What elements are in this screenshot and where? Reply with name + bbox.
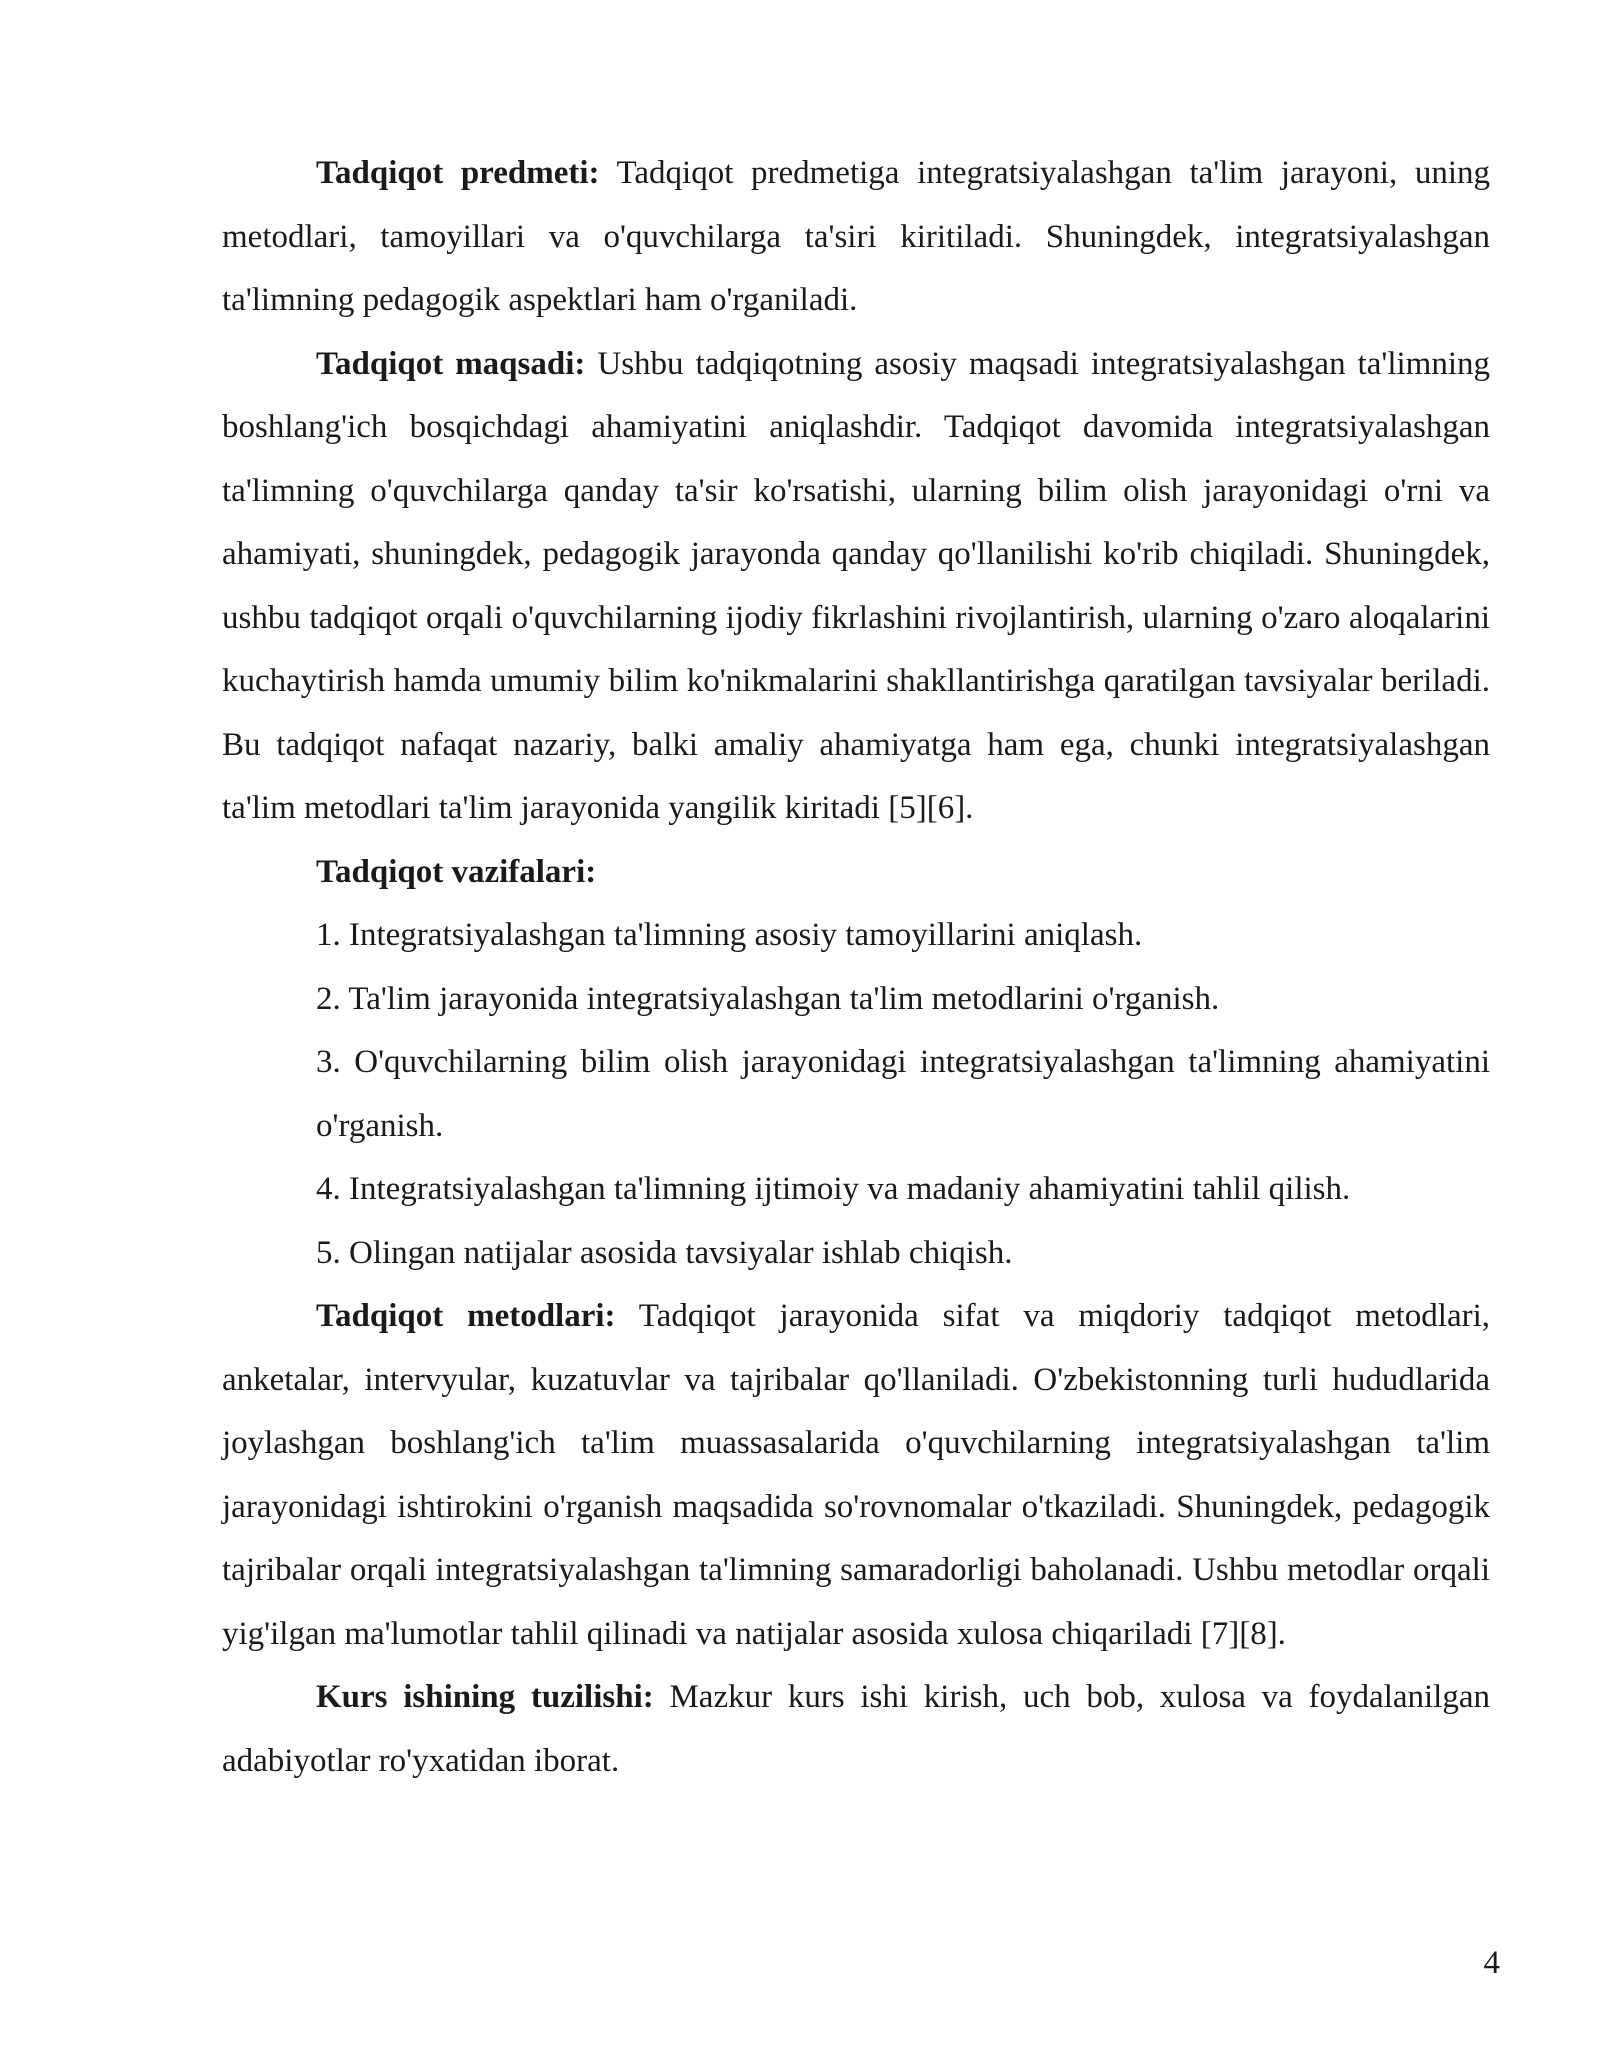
heading-tadqiqot-metodlari: Tadqiqot metodlari: (316, 1298, 616, 1334)
list-item: 5. Olingan natijalar asosida tavsiyalar ishlab chiqish. (316, 1234, 1013, 1271)
list-item: 4. Integratsiyalashgan ta'limning ijtimoiy va madaniy ahamiyatini tahlil qilish. (316, 1171, 1351, 1207)
list-item: 1. Integratsiyalashgan ta'limning asosiy tamoyillarini aniqlash. (316, 917, 1143, 953)
text-tadqiqot-metodlari: Tadqiqot jarayonida sifat va miqdoriy tadqiqot metodlari, anketalar, intervyular, kuzatuvlar va tajribalar qo'llaniladi. O'zbekistonning turli hududlarida joylashgan boshlang'ich ta'lim muassasalarida o'quvchilarning integratsiyalashgan ta'lim jarayonidagi ishtirokini o'rganish maqsadida so'rovnomalar o'tkaziladi. Shuningdek, pedagogik tajribalar orqali integratsiyalashgan ta'limning samaradorligi baholanadi. Ushbu metodlar orqali yig'ilgan ma'lumotlar tahlil qilinadi va natijalar asosida xulosa chiqariladi [7][8]. (222, 1298, 1490, 1652)
text-tadqiqot-maqsadi: Ushbu tadqiqotning asosiy maqsadi integratsiyalashgan ta'limning boshlang'ich bosqichdagi ahamiyatini aniqlashdir. Tadqiqot davomida integratsiyalashgan ta'limning o'quvchilarga qanday ta'sir ko'rsatishi, ularning bilim olish jarayonidagi o'rni va ahamiyati, shuningdek, pedagogik jarayonda qanday qo'llanilishi ko'rib chiqiladi. Shuningdek, ushbu tadqiqot orqali o'quvchilarning ijodiy fikrlashini rivojlantirish, ularning o'zaro aloqalarini kuchaytirish hamda umumiy bilim ko'nikmalarini shakllantirishga qaratilgan tavsiyalar beriladi. Bu tadqiqot nafaqat nazariy, balki amaliy ahamiyatga ham ega, chunki integratsiyalashgan ta'lim metodlari ta'lim jarayonida yangilik kiritadi [5][6]. (222, 345, 1490, 826)
text-tadqiqot-predmeti: Tadqiqot predmetiga integratsiyalashgan ta'lim jarayoni, uning metodlari, tamoyillari va o'quvchilarga ta'siri kiritiladi. Shuningdek, integratsiyalashgan ta'limning pedagogik aspektlari ham o'rganiladi. (222, 155, 1490, 318)
heading-tadqiqot-predmeti: Tadqiqot predmeti: (316, 155, 600, 191)
paragraph-tadqiqot-vazifalari (222, 841, 1490, 905)
heading-tadqiqot-maqsadi: Tadqiqot maqsadi: (316, 345, 586, 382)
list-item: 2. Ta'lim jarayonida integratsiyalashgan ta'lim metodlarini o'rganish. (316, 980, 1220, 1017)
document-page (222, 142, 1490, 1793)
heading-tadqiqot-vazifalari: Tadqiqot vazifalari: (316, 853, 597, 890)
paragraph-tadqiqot-metodlari (222, 1285, 1490, 1666)
heading-kurs-ishining-tuzilishi: Kurs ishining tuzilishi: (316, 1679, 654, 1715)
page-number: 4 (1483, 1945, 1500, 1981)
list-item: 3. O'quvchilarning bilim olish jarayonidagi integratsiyalashgan ta'limning ahamiyatini o'rganish. (316, 1044, 1490, 1144)
text-kurs-ishining-tuzilishi: Mazkur kurs ishi kirish, uch bob, xulosa va foydalanilgan adabiyotlar ro'yxatidan iborat. (222, 1679, 1490, 1779)
paragraph-tadqiqot-predmeti (222, 142, 1490, 333)
paragraph-tadqiqot-maqsadi (222, 333, 1490, 841)
paragraph-kurs-ishining-tuzilishi (222, 1666, 1490, 1793)
